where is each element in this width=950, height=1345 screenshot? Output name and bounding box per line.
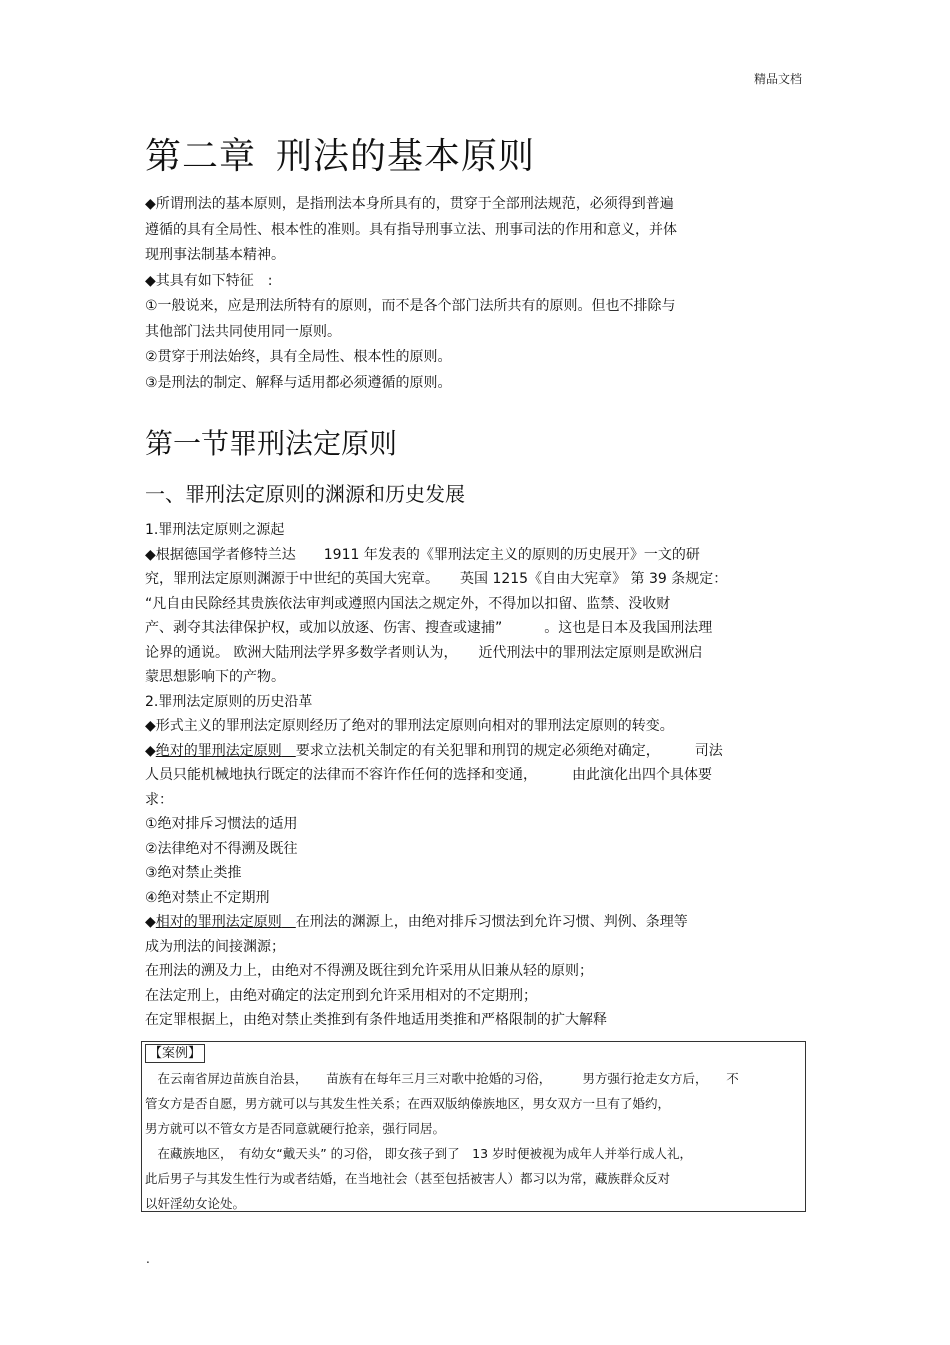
intro-line: 遵循的具有全局性、根本性的准则。具有指导刑事立法、刑事司法的作用和意义，并体 <box>145 221 677 238</box>
section-title: 第一节罪刑法定原则 <box>145 427 398 460</box>
body-line: 2.罪刑法定原则的历史沿革 <box>145 693 313 710</box>
body-line: “凡自由民除经其贵族依法审判或遵照内国法之规定外，不得加以扣留、监禁、没收财 <box>145 595 671 612</box>
intro-line: ③是刑法的制定、解释与适用都必须遵循的原则。 <box>145 374 452 391</box>
case-label: 【案例】 <box>145 1044 205 1063</box>
bullet: ◆ <box>145 742 156 759</box>
footer-dot: . <box>146 1252 150 1266</box>
term-relative-legality: 相对的罪刑法定原则 <box>155 914 282 930</box>
body-line: 在刑法的溯及力上，由绝对不得溯及既往到允许采用从旧兼从轻的原则； <box>145 963 593 979</box>
body-line <box>145 739 805 764</box>
subsection-title: 一、罪刑法定原则的渊源和历史发展 <box>145 482 465 506</box>
body-line: ◆形式主义的罪刑法定原则经历了绝对的罪刑法定原则向相对的罪刑法定原则的转变。 <box>145 718 674 734</box>
term-definition: 要求立法机关制定的有关犯罪和刑罚的规定必须绝对确定， 司法 <box>295 742 723 759</box>
body-line: 在法定刑上，由绝对确定的法定刑到允许采用相对的不定期刑； <box>145 987 537 1004</box>
case-line: 此后男子与其发生性行为或者结婚，在当地社会（甚至包括被害人）都习以为常，藏族群众反对 <box>145 1171 671 1186</box>
body-block <box>145 518 805 1033</box>
body-line: 在定罪根据上，由绝对禁止类推到有条件地适用类推和严格限制的扩大解释 <box>145 1012 607 1028</box>
chapter-name: 刑法的基本原则 <box>276 136 536 177</box>
body-line: 成为刑法的间接渊源； <box>145 938 285 955</box>
case-line: 在藏族地区， 有幼女“戴天头” 的习俗， 即女孩子到了 13 岁时便被视为成年人并举行成人礼， <box>145 1146 693 1161</box>
intro-line: ◆所谓刑法的基本原则，是指刑法本身所具有的，贯穿于全部刑法规范，必须得到普遍 <box>145 196 674 212</box>
body-line: 蒙思想影响下的产物。 <box>145 669 285 685</box>
term-definition: 在刑法的渊源上，由绝对排斥习惯法到允许习惯、判例、条理等 <box>295 914 688 930</box>
chapter-title <box>145 128 535 179</box>
body-line: ②法律绝对不得溯及既往 <box>145 840 298 857</box>
case-text <box>145 1066 805 1216</box>
intro-line: 现刑事法制基本精神。 <box>145 247 285 263</box>
body-line: ④绝对禁止不定期刑 <box>145 889 270 906</box>
intro-block <box>145 192 785 396</box>
term-absolute-legality: 绝对的罪刑法定原则 <box>155 742 282 759</box>
body-line: 人员只能机械地执行既定的法律而不容许作任何的选择和变通， 由此演化出四个具体要 <box>145 767 712 783</box>
intro-line: ◆其具有如下特征 : <box>145 272 273 289</box>
body-line: ◆根据德国学者修特兰达 1911 年发表的《罪刑法定主义的原则的历史展开》一文的研 <box>145 546 700 563</box>
body-line: 论界的通说。 欧洲大陆刑法学界多数学者则认为， 近代刑法中的罪刑法定原则是欧洲启 <box>145 644 703 661</box>
header-tag: 精品文档 <box>753 72 802 86</box>
case-line: 以奸淫幼女论处。 <box>145 1196 246 1211</box>
intro-line: ②贯穿于刑法始终，具有全局性、根本性的原则。 <box>145 349 452 365</box>
case-line: 男方就可以不管女方是否同意就硬行抢亲，强行同居。 <box>145 1121 446 1136</box>
intro-line: 其他部门法共同使用同一原则。 <box>145 323 341 340</box>
chapter-number: 第二章 <box>145 136 257 177</box>
bullet: ◆ <box>145 914 156 930</box>
body-line: 产、剥夺其法律保护权，或加以放逐、伤害、搜查或逮捕” 。这也是日本及我国刑法理 <box>145 620 713 636</box>
body-line <box>145 910 805 935</box>
body-line: 1.罪刑法定原则之源起 <box>145 522 285 538</box>
body-line: 求： <box>145 791 173 808</box>
case-box <box>141 1041 806 1212</box>
body-line: 究，罪刑法定原则渊源于中世纪的英国大宪章。 英国 1215《自由大宪章》 第 39 条规定： <box>145 571 728 587</box>
body-line: ③绝对禁止类推 <box>145 865 242 881</box>
body-line: ①绝对排斥习惯法的适用 <box>145 816 298 832</box>
case-line: 在云南省屏边苗族自治县， 苗族有在每年三月三对歌中抢婚的习俗， 男方强行抢走女方后， 不 <box>145 1071 739 1086</box>
case-line: 管女方是否自愿，男方就可以与其发生性关系；在西双版纳傣族地区，男女双方一旦有了婚约， <box>145 1096 671 1111</box>
intro-line: ①一般说来，应是刑法所特有的原则，而不是各个部门法所共有的原则。但也不排除与 <box>145 298 676 314</box>
